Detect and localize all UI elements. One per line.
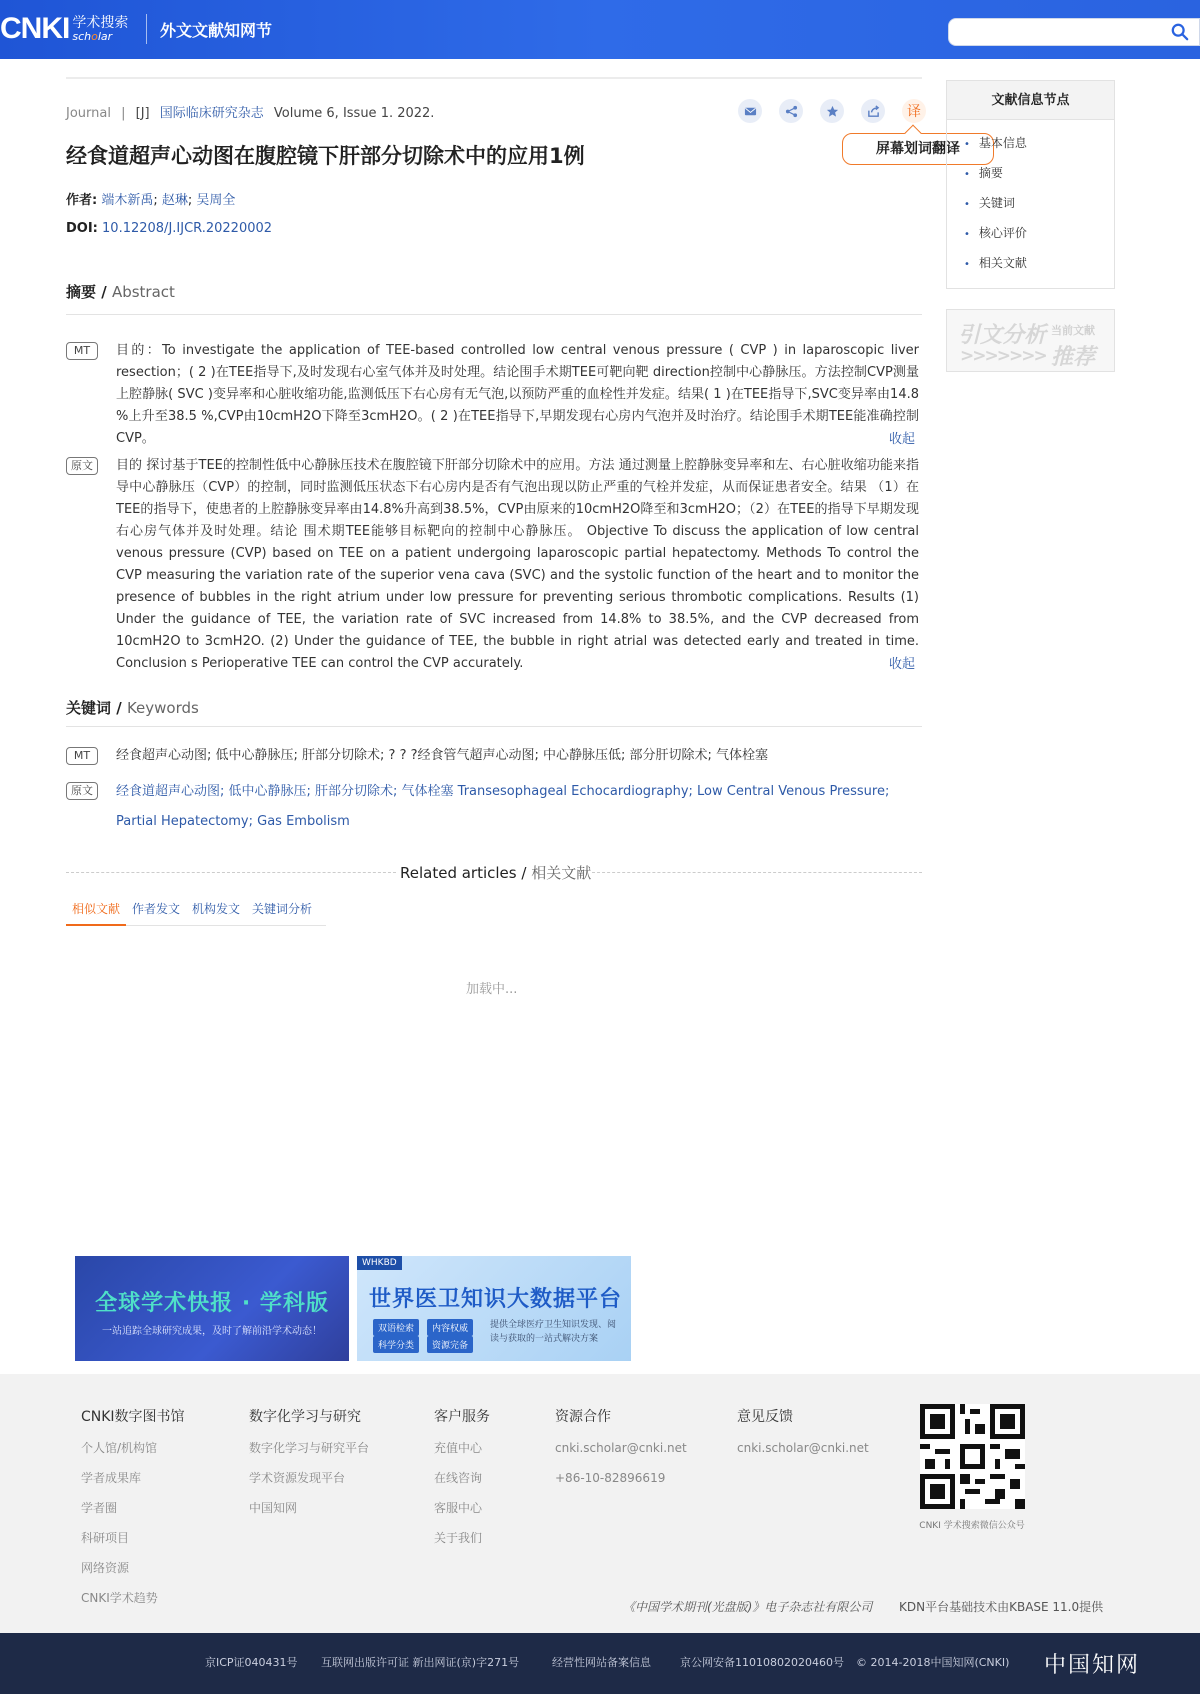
sidebar-heading: 文献信息节点	[947, 81, 1114, 120]
banner-description: 提供全球医疗卫生知识发现、阅读与获取的一站式解决方案	[490, 1320, 617, 1344]
footer	[0, 1374, 1200, 1633]
abstract-rule	[66, 314, 922, 315]
favorite-button[interactable]	[820, 99, 844, 123]
banner-global-academic-express[interactable]	[75, 1256, 349, 1361]
doi-line	[66, 221, 272, 236]
mt-tag: MT	[66, 747, 98, 765]
meta-separator: |	[121, 106, 126, 121]
meta-code: [J]	[135, 106, 150, 121]
dashed-divider	[592, 872, 922, 873]
website-record[interactable]: 经营性网站备案信息	[552, 1656, 651, 1669]
abstract-heading: 摘要 / Abstract	[66, 283, 175, 301]
star-icon	[826, 105, 839, 118]
keywords-mt-text: 经食超声心动图; 低中心静脉压; 肝部分切除术; ? ? ?经食管气超声心动图; 中心静脉压低; 部分肝切除术; 气体栓塞	[116, 748, 769, 763]
volume-info: Volume 6, Issue 1. 2022.	[273, 106, 435, 121]
footer-email[interactable]: cnki.scholar@cnki.net	[555, 1441, 687, 1455]
authors-line: 作者: 端木新禹; 赵琳; 吴周全	[66, 193, 236, 208]
copyright: © 2014-2018中国知网(CNKI)	[856, 1656, 1010, 1669]
export-icon	[867, 105, 880, 118]
footer-link[interactable]: 学者成果库	[81, 1471, 142, 1485]
keywords-heading: 关键词 / Keywords	[66, 699, 199, 717]
logo-cn-text: 学术搜索	[72, 15, 129, 31]
abstract-mt-text: 目的：To investigate the application of TEE-based controlled low central venous pressure ( CVP ) in laparoscopic liver resection；( 2 )在TEE指导下,及时发现右心室气体并及时处理。结论围手术期TEE可靶向靶 direction控制中心静脉压。方法控制CVP测量上腔静脉( SVC )变异率和心脏收缩功能,监测低压下右心房有无气泡,以预防严重的血栓性并发症。结果( 1 )在TEE指导下,SVC变异率由14.8 %上升至38.5 %,CVP由10cmH2O下降至3cmH2O。( 2 )在TEE指导下,早期发现右心房内气泡并及时治疗。结论围手术期TEE能准确控制CVP。	[116, 343, 919, 446]
banner-tag: WHKBD	[357, 1256, 402, 1270]
header-divider	[146, 14, 147, 44]
sidebar-item-basic-info[interactable]: • 基本信息	[964, 128, 1114, 158]
tab-institution-papers[interactable]: 机构发文	[192, 902, 241, 916]
meta-type: Journal	[66, 106, 111, 121]
footer-link[interactable]: 学术资源发现平台	[249, 1471, 346, 1485]
sidebar-item-core-evaluation[interactable]: • 核心评价	[964, 218, 1114, 248]
banner-medical-big-data[interactable]	[357, 1256, 631, 1361]
footer-email[interactable]: cnki.scholar@cnki.net	[737, 1441, 869, 1455]
abstract-original-text: 目的 探讨基于TEE的控制性低中心静脉压技术在腹腔镜下肝部分切除术中的应用。方法 通过测量上腔静脉变异率和左、右心脏收缩功能来指导中心静脉压（CVP）的控制，同时监测低压状态下右心房内是否有气泡出现以防止严重的气栓并发症，从而保证患者安全。结果 （1）在TEE的指导下，使患者的上腔静脉变异率由14.8%升高到38.5%，CVP由原来的10cmH2O降至和3cmH2O；（2）在TEE的指导下早期发现右心房气体并及时处理。结论 围术期TEE能够目标靶向的控制中心静脉压。 Objective To discuss the application of low central venous pressure (CVP) based on TEE on a patient undergoing laparoscopic partial hepatectomy. Methods To control the CVP measuring the variation rate of the superior vena cava (SVC) and the systolic function of the heart and to monitor the presence of bubbles in the right atrium under low pressure for preventing serious thrombotic complications. Results (1) Under the guidance of TEE, the variation rate of SVC increased from 14.8% to 38.5%, and the CVP decreased from 10cmH2O to 3cmH2O. (2) Under the guidance of TEE, the bubble in right atrial was detected early and treated in time. Conclusion s Perioperative TEE can control the CVP accurately.	[116, 458, 919, 671]
icp-license[interactable]: 京ICP证040431号	[205, 1656, 298, 1669]
footer-link[interactable]: 网络资源	[81, 1561, 130, 1575]
sidebar-item-keywords[interactable]: • 关键词	[964, 188, 1114, 218]
tab-author-papers[interactable]: 作者发文	[132, 902, 181, 916]
article-title: 经食道超声心动图在腹腔镜下肝部分切除术中的应用1例	[66, 144, 585, 168]
original-tag: 原文	[66, 457, 98, 475]
author-link[interactable]: 端木新禹	[101, 193, 154, 208]
publishing-license[interactable]: 互联网出版许可证 新出网证(京)字271号	[321, 1656, 520, 1669]
footer-link[interactable]: 关于我们	[434, 1531, 483, 1545]
sidebar-nav	[947, 120, 1114, 278]
authors-label: 作者:	[66, 193, 98, 208]
footer-link[interactable]: 客服中心	[434, 1501, 483, 1515]
arrows-icon: >>>>>>>	[960, 346, 1046, 366]
footer-link[interactable]: 个人馆/机构馆	[81, 1441, 158, 1455]
keywords-original-line[interactable]: Partial Hepatectomy; Gas Embolism	[116, 814, 350, 829]
top-bar	[0, 0, 1200, 59]
dashed-divider	[66, 872, 396, 873]
bottom-bar	[0, 1633, 1200, 1694]
tab-keyword-analysis[interactable]: 关键词分析	[252, 902, 313, 916]
footer-phone: +86-10-82896619	[555, 1471, 666, 1485]
journal-link[interactable]: 国际临床研究杂志	[159, 106, 264, 121]
translate-tooltip: 屏幕划词翻译	[842, 133, 994, 165]
police-record[interactable]: 京公网安备11010802020460号	[680, 1656, 844, 1669]
document-info-nodes	[946, 80, 1115, 289]
loading-text: 加载中...	[466, 982, 518, 997]
email-button[interactable]	[738, 99, 762, 123]
footer-link[interactable]: 充值中心	[434, 1441, 483, 1455]
keywords-original-line[interactable]: 经食道超声心动图; 低中心静脉压; 肝部分切除术; 气体栓塞 Transesophageal Echocardiography; Low Central Venous Pressure;	[116, 784, 890, 799]
banner-pill: 资源完备	[427, 1336, 473, 1353]
related-tabs	[66, 898, 326, 926]
article-actions	[738, 99, 926, 123]
site-name: 外文文献知网节	[160, 21, 273, 40]
banner-pill: 双语检索	[373, 1319, 419, 1336]
footer-link[interactable]: 科研项目	[81, 1531, 130, 1545]
sidebar-item-abstract[interactable]: • 摘要	[964, 158, 1114, 188]
email-icon	[744, 105, 757, 118]
logo-en-text: scholar	[72, 30, 113, 43]
footer-column-learning: 数字化学习与研究 数字化学习与研究平台 学术资源发现平台 中国知网	[249, 1406, 369, 1530]
cnki-scholar-logo[interactable]	[0, 14, 128, 44]
banner-subtitle: 一站追踪全球研究成果，及时了解前沿学术动态！	[102, 1326, 322, 1337]
tab-similar[interactable]: 相似文献	[66, 898, 126, 926]
search-icon[interactable]	[1171, 23, 1189, 41]
share-button[interactable]	[779, 99, 803, 123]
article-meta	[66, 102, 440, 121]
citation-analysis-ad[interactable]: 引文分析 当前文献 >>>>>>> 推荐	[946, 309, 1115, 372]
banner-pill: 内容权威	[427, 1319, 473, 1336]
footer-link[interactable]: 学者圈	[81, 1501, 118, 1515]
logo-cnki-text: CNKI	[0, 12, 70, 45]
footer-column-service: 客户服务 充值中心 在线咨询 客服中心 关于我们	[434, 1406, 490, 1560]
search-input[interactable]	[948, 18, 1200, 46]
share-icon	[785, 105, 798, 118]
footer-kdn: KDN平台基础技术由KBASE 11.0提供	[899, 1600, 1104, 1614]
doi-link[interactable]: 10.12208/J.IJCR.20220002	[102, 221, 273, 236]
mt-tag: MT	[66, 342, 98, 360]
collapse-original-button[interactable]: 收起	[889, 657, 916, 672]
translate-button[interactable]: 译	[902, 99, 926, 123]
footer-column-feedback: 意见反馈 cnki.scholar@cnki.net	[737, 1406, 869, 1470]
footer-link[interactable]: 中国知网	[249, 1501, 298, 1515]
qr-caption: CNKI 学术搜索微信公众号	[919, 1521, 1025, 1531]
footer-company: 《中国学术期刊(光盘版)》电子杂志社有限公司	[623, 1600, 873, 1614]
cnki-brand-logo[interactable]: 中国知网	[1044, 1653, 1141, 1678]
keywords-rule	[66, 726, 922, 727]
export-button[interactable]	[861, 99, 885, 123]
sidebar-item-related[interactable]: • 相关文献	[964, 248, 1114, 278]
banner-title: 世界医卫知识大数据平台	[369, 1287, 623, 1312]
wechat-qr-code-icon	[920, 1404, 1025, 1509]
footer-column-cooperation: 资源合作 cnki.scholar@cnki.net +86-10-82896619	[555, 1406, 687, 1500]
author-link[interactable]: 赵琳	[161, 193, 188, 208]
banner-title: 全球学术快报 · 学科版	[95, 1291, 329, 1316]
banner-pill: 科学分类	[373, 1336, 419, 1353]
footer-link[interactable]: 数字化学习与研究平台	[249, 1441, 370, 1455]
original-tag: 原文	[66, 782, 98, 800]
author-link[interactable]: 吴周全	[196, 193, 236, 208]
doi-label: DOI:	[66, 221, 98, 236]
footer-column-library: CNKI数字图书馆 个人馆/机构馆 学者成果库 学者圈 科研项目 网络资源 CNKI学术趋势	[81, 1406, 185, 1620]
content-top-rule	[66, 77, 922, 79]
collapse-mt-button[interactable]: 收起	[889, 432, 916, 447]
footer-link[interactable]: 在线咨询	[434, 1471, 483, 1485]
footer-link[interactable]: CNKI学术趋势	[81, 1591, 158, 1605]
related-articles-heading: Related articles / 相关文献	[66, 862, 922, 882]
